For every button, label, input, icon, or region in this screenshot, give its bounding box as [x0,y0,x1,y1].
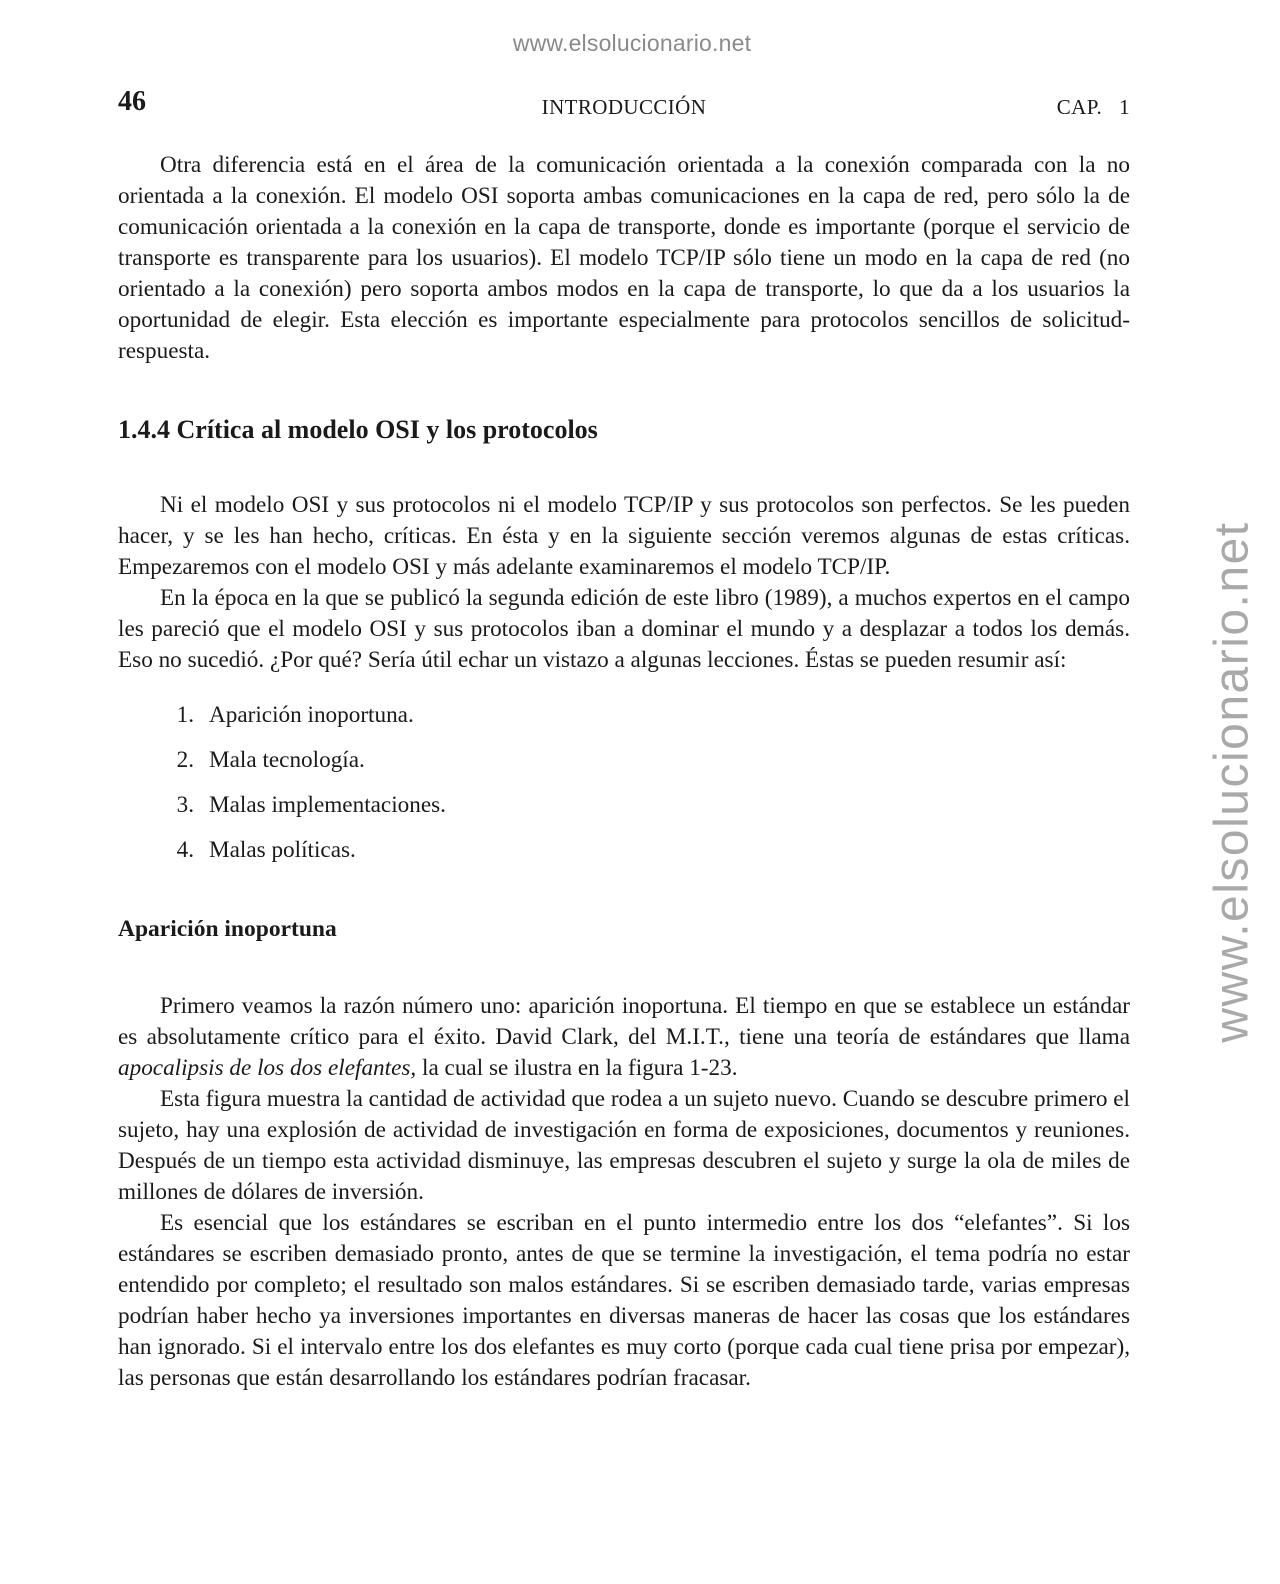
paragraph-imperfect-models: Ni el modelo OSI y sus protocolos ni el modelo TCP/IP y sus protocolos son perfectos. Se les pueden hacer, y se les han hecho, críticas. En ésta y en la siguiente sección veremos algunas de estas críticas. Empezaremos con el modelo OSI y más adelante examinaremos el modelo TCP/IP. [118,492,1130,580]
watermark-url-top: www.elsolucionario.net [512,30,752,56]
reasons-list [118,700,1130,866]
paragraph-second-edition: En la época en la que se publicó la segunda edición de este libro (1989), a muchos expertos en el campo les pareció que el modelo OSI y sus protocolos iban a dominar el mundo y a desplazar a todos los demás. Eso no sucedió. ¿Por qué? Sería útil echar un vistazo a algunas lecciones. Éstas se pueden resumir así: [118,585,1130,673]
paragraph-bad-timing [118,991,1130,1084]
paragraph-text: Primero veamos la razón número uno: aparición inoportuna. El tiempo en que se establece un estándar es absolutamente crítico para el éxito. David Clark, del M.I.T., tiene una teoría de estándares que llama [118,993,1130,1050]
list-item-text: Malas políticas. [209,837,356,863]
italic-term: apocalipsis de los dos elefantes, [118,1055,417,1081]
list-item [118,700,1130,731]
list-item-text: Malas implementaciones. [209,792,446,818]
page-content [118,150,1130,1394]
paragraph-text: la cual se ilustra en la figura 1-23. [416,1055,738,1081]
section-heading: 1.4.4 Crítica al modelo OSI y los protocolos [118,415,598,444]
list-item-number: 3. [176,792,194,818]
list-item [118,790,1130,821]
list-item [118,835,1130,866]
paragraph-activity-figure: Esta figura muestra la cantidad de actividad que rodea a un sujeto nuevo. Cuando se descubre primero el sujeto, hay una explosión de actividad de investigación en forma de exposiciones, documentos y reuniones. Después de un tiempo esta actividad disminuye, las empresas descubren el sujeto y surge la ola de miles de millones de dólares de inversión. [118,1086,1130,1205]
list-item-text: Mala tecnología. [209,747,365,773]
list-item-number: 1. [176,702,194,728]
page-number: 46 [118,86,146,117]
list-item-number: 2. [176,747,194,773]
running-title: INTRODUCCIÓN [541,95,707,119]
list-item-text: Aparición inoportuna. [209,702,414,728]
subsection-heading: Aparición inoportuna [118,916,337,942]
paragraph-connection-modes: Otra diferencia está en el área de la comunicación orientada a la conexión comparada con la no orientada a la conexión. El modelo OSI soporta ambas comunicaciones en la capa de red, pero sólo la de comunicación orientada a la conexión en la capa de transporte, donde es importante (porque el servicio de transporte es transparente para los usuarios). El modelo TCP/IP sólo tiene un modo en la capa de red (no orientado a la conexión) pero soporta ambos modos en la capa de transporte, lo que da a los usuarios la oportunidad de elegir. Esta elección es importante especialmente para protocolos sencillos de solicitud-respuesta. [118,152,1130,364]
list-item-number: 4. [176,837,194,863]
list-item [118,745,1130,776]
watermark-url-side: www.elsolucionario.net [1205,521,1259,1043]
chapter-label: CAP. 1 [1056,95,1130,119]
paragraph-two-elephants: Es esencial que los estándares se escriban en el punto intermedio entre los dos “elefantes”. Si los estándares se escriben demasiado pronto, antes de que se termine la investigación, el tema podría no estar entendido por completo; el resultado son malos estándares. Si se escriben demasiado tarde, varias empresas podrían haber hecho ya inversiones importantes en diversas maneras de hacer las cosas que los estándares han ignorado. Si el intervalo entre los dos elefantes es muy corto (porque cada cual tiene prisa por empezar), las personas que están desarrollando los estándares podrían fracasar. [118,1210,1130,1391]
